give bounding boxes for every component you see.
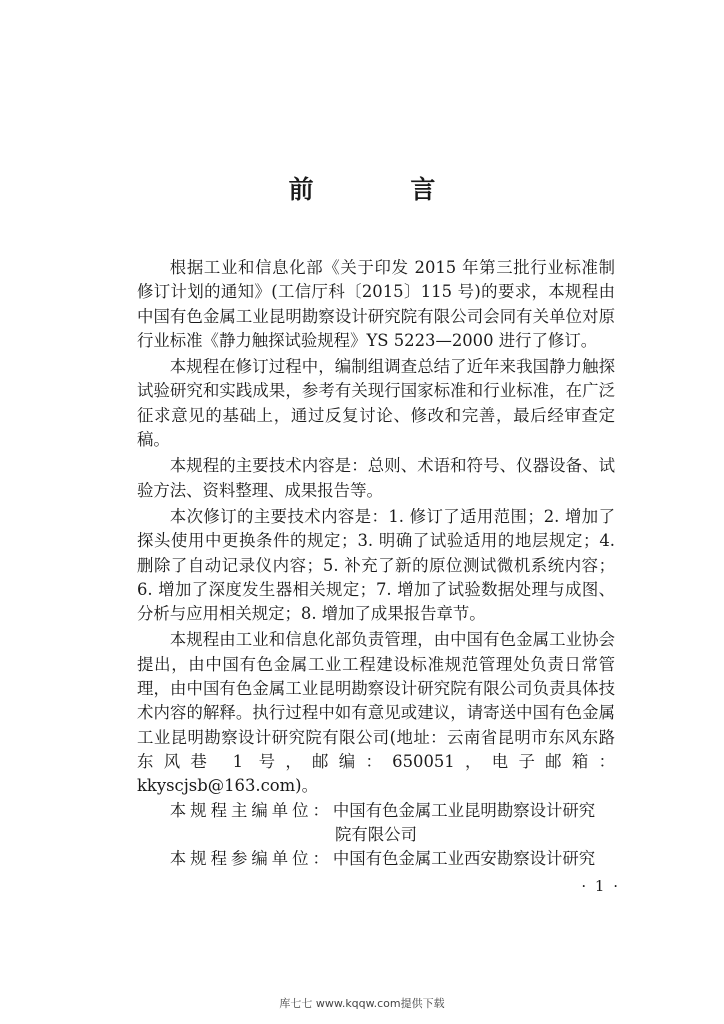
chief-unit-name: 中国有色金属工业昆明勘察设计研究 bbox=[332, 800, 596, 820]
chief-unit-name-continued: 院有限公司 bbox=[335, 824, 417, 844]
paragraph-revision-process: 本规程在修订过程中，编制组调查总结了近年来我国静力触探试验研究和实践成果，参考有关现行国家标准和行业标准，在广泛征求意见的基础上，通过反复讨论、修改和完善，最后经审查定稿。 bbox=[137, 357, 615, 450]
download-watermark: 库七七 www.kqqw.com提供下载 bbox=[279, 997, 445, 1010]
participating-unit-line bbox=[137, 847, 615, 871]
preface-body bbox=[137, 256, 615, 871]
paragraph-revision-basis: 根据工业和信息化部《关于印发 2015 年第三批行业标准制修订计划的通知》(工信厅科〔2015〕115 号)的要求，本规程由中国有色金属工业昆明勘察设计研究院有限公司会同有关单位对原行业标准《静力触探试验规程》YS 5223—2000 进行了修订。 bbox=[137, 258, 615, 350]
paragraph-management: 本规程由工业和信息化部负责管理，由中国有色金属工业协会提出，由中国有色金属工业工程建设标准规范管理处负责日常管理，由中国有色金属工业昆明勘察设计研究院有限公司负责具体技术内容的解释。执行过程中如有意见或建议，请寄送中国有色金属工业昆明勘察设计研究院有限公司(地址：云南省昆明市东风东路东风巷 1 号，邮编：650051，电子邮箱：kkyscjsb@163.com)。 bbox=[137, 630, 615, 796]
participating-unit-name: 中国有色金属工业西安勘察设计研究 bbox=[332, 849, 596, 869]
page-title: 前 言 bbox=[288, 175, 480, 204]
chief-unit-line bbox=[137, 799, 615, 823]
page-number: · 1 · bbox=[581, 877, 620, 895]
paragraph-main-contents: 本规程的主要技术内容是：总则、术语和符号、仪器设备、试验方法、资料整理、成果报告等。 bbox=[137, 456, 615, 500]
chief-unit-label: 本规程主编单位： bbox=[169, 800, 333, 820]
participating-unit-label: 本规程参编单位： bbox=[169, 849, 333, 869]
paragraph-revision-contents: 本次修订的主要技术内容是：1. 修订了适用范围；2. 增加了探头使用中更换条件的规定；3. 明确了试验适用的地层规定；4. 删除了自动记录仪内容；5. 补充了新的原位测试微机系统内容；6. 增加了深度发生器相关规定；7. 增加了试验数据处理与成图、分析与应用相关规定；8. 增加了成果报告章节。 bbox=[137, 506, 615, 624]
